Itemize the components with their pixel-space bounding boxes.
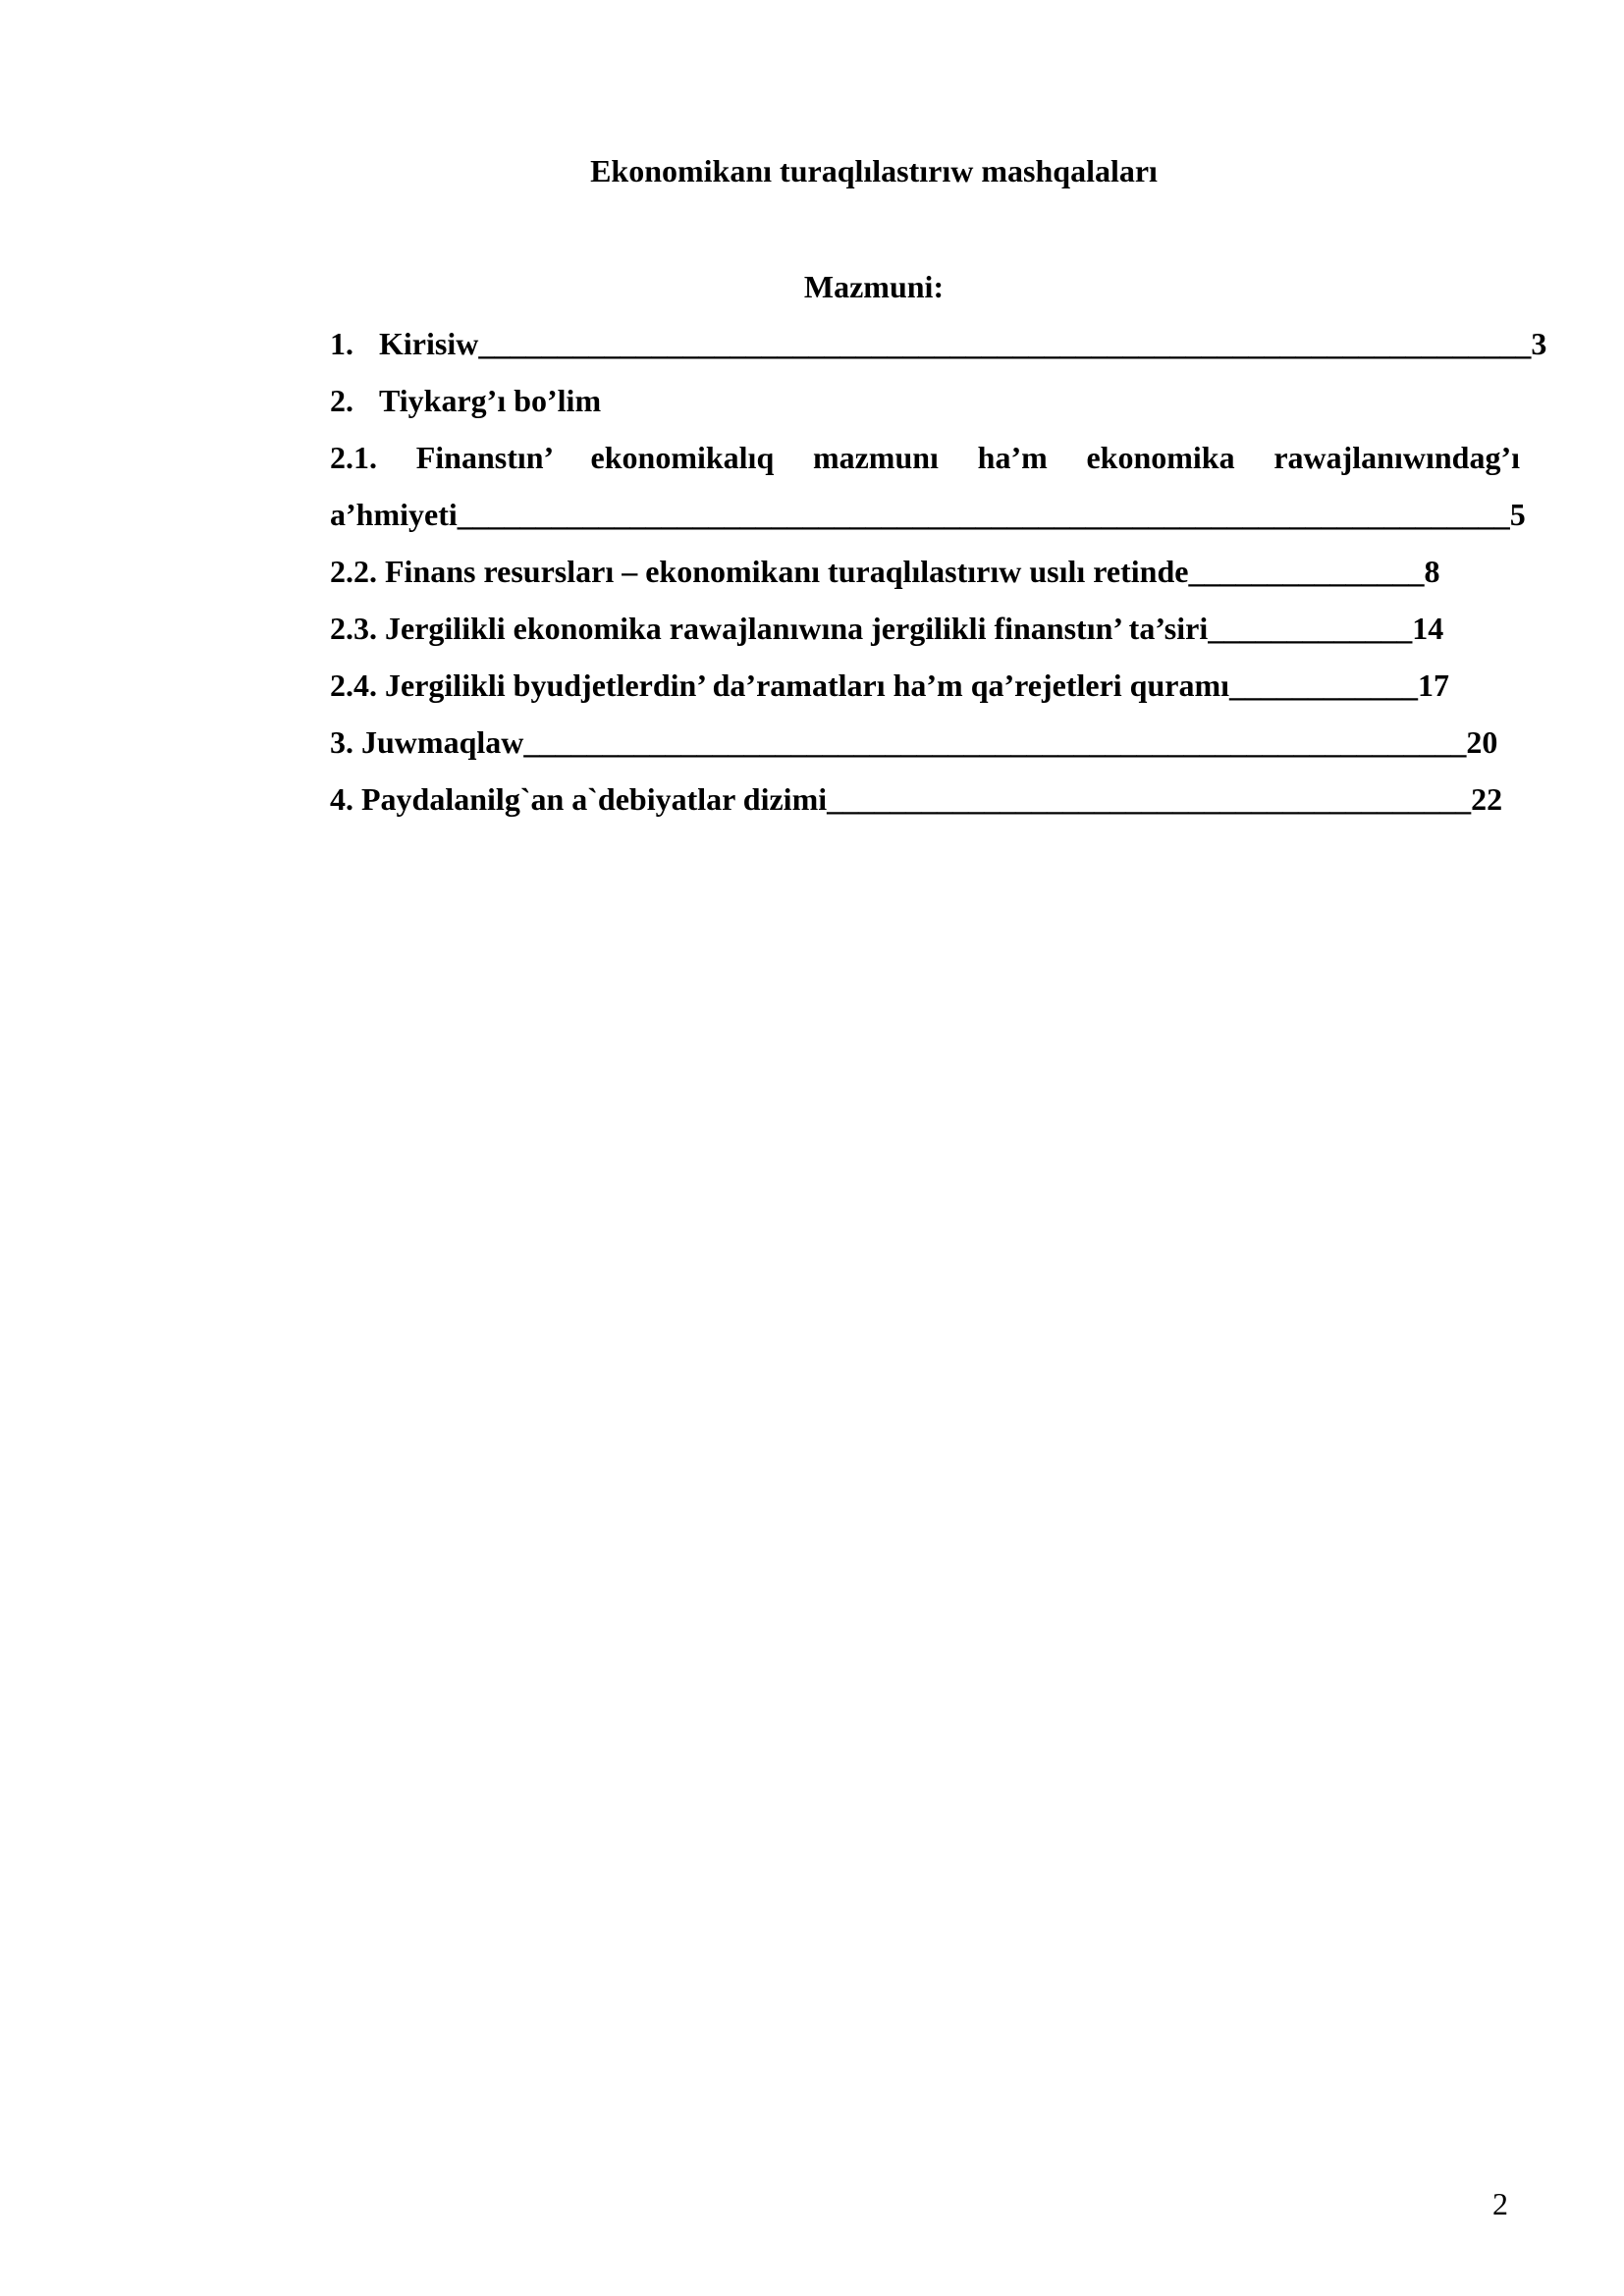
toc-item-text: 3. Juwmaqlaw	[330, 724, 524, 760]
page-number: 2	[1492, 2186, 1508, 2221]
toc-item-text: 4. Paydalanilg`an a`debiyatlar dizimi	[330, 781, 828, 817]
toc-item-text: 2.4. Jergilikli byudjetlerdin’ da’ramatları ha’m qa’rejetleri quramı	[330, 667, 1230, 703]
toc-leader: ____________________________________________________________	[523, 724, 1467, 760]
toc-item-main-part	[330, 381, 601, 420]
toc-page-number: 17	[1418, 667, 1450, 703]
toc-item-text: 2.2. Finans resursları – ekonomikanı turaqlılastırıw usılı retinde	[330, 554, 1189, 589]
toc-heading: Mazmuni:	[803, 269, 945, 304]
toc-page-number: 14	[1412, 611, 1444, 646]
toc-item-number: 2.	[330, 383, 353, 418]
toc-item-2-2	[330, 552, 1439, 591]
toc-item-text: Kirisiw	[379, 326, 479, 361]
toc-page-number: 5	[1509, 497, 1526, 532]
toc-item-conclusion	[330, 722, 1497, 762]
toc-page-number: 20	[1466, 724, 1498, 760]
toc-leader: _____________	[1208, 611, 1413, 646]
toc-item-text: 2.3. Jergilikli ekonomika rawajlanıwına jergilikli finanstın’ ta’siri	[330, 611, 1209, 646]
toc-item-text: 2.1. Finanstın’ ekonomikalıq mazmunı ha’m ekonomika rawajlanıwındag’ı	[330, 440, 1520, 475]
document-title: Ekonomikanı turaqlılastırıw mashqalaları	[590, 153, 1158, 188]
toc-item-2-1	[330, 438, 1520, 477]
toc-leader: ____________	[1229, 667, 1419, 703]
toc-page-number: 8	[1424, 554, 1440, 589]
toc-item-2-4	[330, 666, 1449, 705]
toc-page-number: 22	[1471, 781, 1503, 817]
toc-leader: ___________________________________________________________________	[478, 326, 1532, 361]
toc-item-2-3	[330, 609, 1443, 648]
toc-item-2-1-continuation	[330, 495, 1526, 534]
toc-leader: ___________________________________________________________________	[457, 497, 1510, 532]
toc-page-number: 3	[1531, 326, 1547, 361]
toc-item-text: Tiykarg’ı bo’lim	[379, 383, 602, 418]
toc-item-introduction	[330, 324, 1546, 363]
toc-leader: _______________	[1188, 554, 1425, 589]
toc-item-number: 1.	[330, 326, 353, 361]
toc-item-references	[330, 779, 1502, 819]
toc-item-text: a’hmiyeti	[330, 497, 458, 532]
toc-leader: _________________________________________	[827, 781, 1472, 817]
